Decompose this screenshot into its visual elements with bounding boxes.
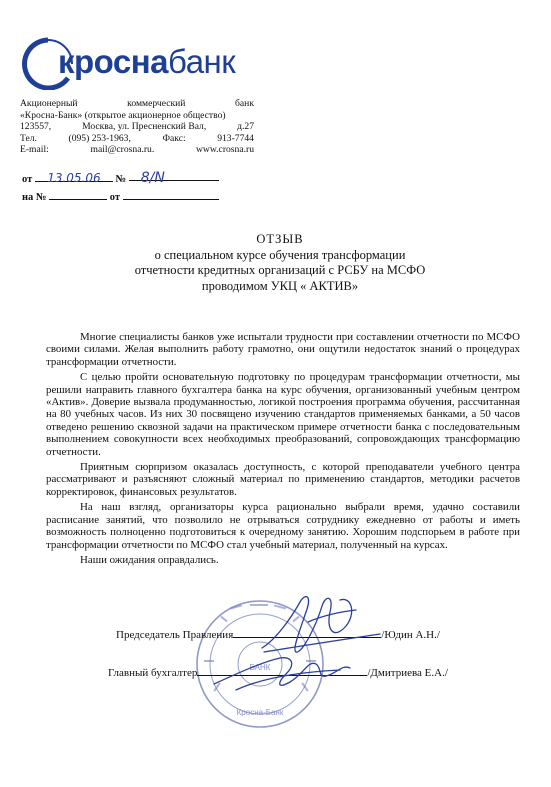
paragraph-3: Приятным сюрпризом оказалась доступность, с которой преподаватели учебного центра рассматривают и разъясняют сложный материал по применению стандартов, методики расчетов корректировок, финансовых результатов. xyxy=(46,461,520,498)
street-address: Москва, ул. Пресненский Вал, xyxy=(82,121,207,132)
accountant-title: Главный бухгалтер xyxy=(108,667,198,679)
accountant-signature-icon xyxy=(214,658,350,690)
title-line-3: отчетности кредитных организаций с РСБУ на МСФО xyxy=(134,263,426,277)
accountant-name: /Дмитриева Е.А./ xyxy=(367,667,448,679)
seal-ring-text: Кросна-Банк xyxy=(236,708,284,717)
number-label: № xyxy=(115,174,127,185)
reference-date-label: от xyxy=(109,192,121,203)
building-number: д.27 xyxy=(237,121,254,132)
bank-type-word3: банк xyxy=(235,98,254,109)
title-heading: ОТЗЫВ xyxy=(256,232,304,246)
title-line-2: о специальном курсе обучения трансформации xyxy=(154,247,406,262)
phone-value: (095) 253-1963, xyxy=(68,132,131,144)
title-line-4: проводимом УКЦ « АКТИВ» xyxy=(201,278,359,293)
paragraph-4: На наш взгляд, организаторы курса рационально выбрали время, удачно составили расписание занятий, что позволило не отрываться сотруднику ежедневно от работы и иметь возможность полноценно подготовиться к очередному занятию. Хорошим подспорьем в работе при трансформации отчетности по МСФО стал учебный материал, полученный на курсах. xyxy=(46,501,520,551)
seal-center-text: БАНК xyxy=(249,663,271,672)
chair-name: /Юдин А.Н./ xyxy=(381,629,440,641)
email-label: E-mail: xyxy=(20,144,49,155)
fax-value: 913-7744 xyxy=(217,132,254,144)
outgoing-number-value: 8/N xyxy=(140,170,165,186)
outgoing-date-value: 13.05.06 xyxy=(47,171,101,185)
logo-wordmark: кроснабанк xyxy=(58,43,236,80)
bank-name-line: «Кросна-Банк» (открытое акционерное общество) xyxy=(20,109,226,121)
from-label: от xyxy=(22,174,33,185)
chair-signature-icon xyxy=(262,597,380,653)
paragraph-5: Наши ожидания оправдались. xyxy=(80,553,219,566)
chair-title: Председатель Правления xyxy=(116,629,234,641)
fax-label: Факс: xyxy=(162,132,186,144)
phone-label: Тел. xyxy=(20,132,37,144)
reference-number-label: на № xyxy=(22,192,47,203)
paragraph-2: С целью пройти основательную подготовку по процедурам трансформации отчетности, мы решили направить главного бухгалтера банка на курс обучения, организованный учебным центром «Актив». Доверие вызвала продуманностью, логикой построения программа обучения, рассчитанная на 80 учебных часов. Из них 30 посвящено изучению стандартов применяемых банками, а 50 часов отведено решению сквозной задачи на практическом примере отчетности банка с последовательным выполнением совокупности всех необходимых преобразований, сопровождающих трансформацию отчетности. xyxy=(46,371,520,458)
website-value: www.crosna.ru xyxy=(196,144,254,155)
paragraph-1: Многие специалисты банков уже испытали трудности при составлении отчетности по МСФО своими силами. Желая выполнить работу грамотно, они ощутили недостаток знаний о процедурах трансформации отчетности. xyxy=(46,331,520,368)
email-value: mail@crosna.ru. xyxy=(90,144,155,155)
bank-type-word2: коммерческий xyxy=(127,98,186,109)
postal-code: 123557, xyxy=(20,121,52,132)
bank-type-word1: Акционерный xyxy=(20,98,78,109)
